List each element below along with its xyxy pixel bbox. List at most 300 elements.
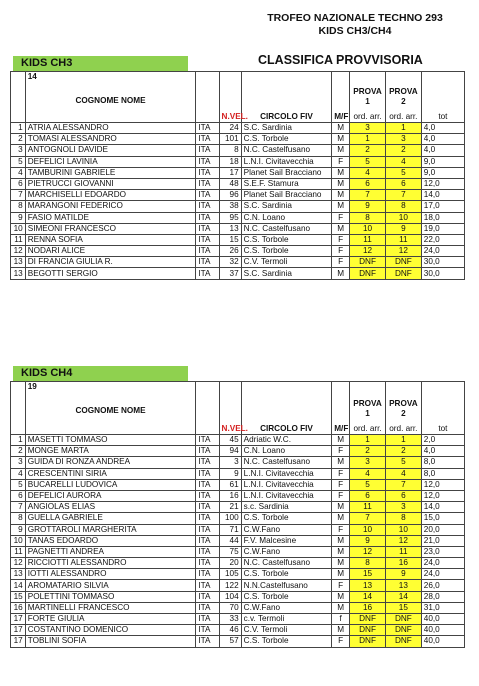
cell-total: 24,0 [421, 558, 464, 569]
cell-gender: M [332, 190, 350, 201]
results-table-ch4 [10, 381, 465, 648]
cell-gender: M [332, 502, 350, 513]
mf-header: M/F [332, 382, 350, 435]
cell-club: C.W.Fano [241, 524, 332, 535]
cell-club: L.N.I. Civitavecchia [241, 156, 332, 167]
cell-sail-number: 95 [219, 212, 241, 223]
cell-gender: M [332, 569, 350, 580]
cell-race-2: 8 [385, 201, 421, 212]
cell-race-2: 4 [385, 156, 421, 167]
cell-sail-number: 3 [219, 457, 241, 468]
cell-rank: 14 [11, 580, 26, 591]
cell-sail-number: 71 [219, 524, 241, 535]
cell-total: 8,0 [421, 457, 464, 468]
cell-sail-number: 20 [219, 558, 241, 569]
cell-total: 22,0 [421, 234, 464, 245]
cell-race-2: 12 [385, 535, 421, 546]
cell-rank: 7 [11, 502, 26, 513]
cell-total: 9,0 [421, 156, 464, 167]
cell-sail-number: 13 [219, 223, 241, 234]
cell-nation: ITA [196, 502, 219, 513]
cell-rank: 4 [11, 167, 26, 178]
cell-total: 4,0 [421, 123, 464, 134]
cell-nation: ITA [196, 513, 219, 524]
cell-sail-number: 38 [219, 201, 241, 212]
cell-race-1: 14 [350, 591, 386, 602]
table-row [11, 268, 465, 279]
cell-name: DEFELICI LAVINIA [25, 156, 196, 167]
cell-race-1: 12 [350, 246, 386, 257]
cell-name: DI FRANCIA GIULIA R. [25, 257, 196, 268]
cell-race-1: 3 [350, 123, 386, 134]
cell-race-2: 9 [385, 223, 421, 234]
cell-race-1: 13 [350, 580, 386, 591]
ord-arr-label: ord. arr. [389, 112, 418, 121]
cell-club: L.N.I. Civitavecchia [241, 490, 332, 501]
cell-rank: 7 [11, 190, 26, 201]
table-row [11, 234, 465, 245]
cell-rank: 1 [11, 435, 26, 446]
cell-name: MONGE MARTA [25, 446, 196, 457]
cell-rank: 4 [11, 468, 26, 479]
table-row [11, 201, 465, 212]
cell-race-1: 10 [350, 524, 386, 535]
cell-club: C.W.Fano [241, 546, 332, 557]
ord-arr-label: ord. arr. [353, 424, 382, 433]
cell-gender: F [332, 468, 350, 479]
cell-race-1: 9 [350, 201, 386, 212]
cell-sail-number: 57 [219, 636, 241, 647]
ord-arr-label: ord. arr. [389, 424, 418, 433]
cell-club: c.v. Termoli [241, 614, 332, 625]
cell-gender: F [332, 246, 350, 257]
cell-gender: F [332, 212, 350, 223]
cell-total: 30,0 [421, 268, 464, 279]
cell-nation: ITA [196, 268, 219, 279]
prova-label: PROVA [389, 87, 418, 96]
cell-name: MARCHISELLI EDOARDO [25, 190, 196, 201]
cell-name: SIMEONI FRANCESCO [25, 223, 196, 234]
cell-gender: M [332, 558, 350, 569]
cell-race-2: DNF [385, 625, 421, 636]
cell-total: 30,0 [421, 257, 464, 268]
cell-race-2: 1 [385, 435, 421, 446]
cell-name: RICCIOTTI ALESSANDRO [25, 558, 196, 569]
cell-gender: F [332, 490, 350, 501]
cell-name: ANGIOLAS ELIAS [25, 502, 196, 513]
cell-gender: M [332, 625, 350, 636]
cell-nation: ITA [196, 201, 219, 212]
cell-nation: ITA [196, 558, 219, 569]
cell-nation: ITA [196, 234, 219, 245]
table-row [11, 513, 465, 524]
cognome-header: COGNOME NOME [75, 96, 146, 105]
cell-gender: M [332, 178, 350, 189]
prova-number: 1 [365, 97, 370, 106]
cognome-header: COGNOME NOME [75, 406, 146, 415]
cell-gender: F [332, 479, 350, 490]
cell-name: FORTE GIULIA [25, 614, 196, 625]
cell-race-1: DNF [350, 614, 386, 625]
table-row [11, 535, 465, 546]
cell-rank: 17 [11, 625, 26, 636]
cell-nation: ITA [196, 212, 219, 223]
cell-sail-number: 16 [219, 490, 241, 501]
section-title-ch4: KIDS CH4 [13, 366, 188, 381]
table-row [11, 569, 465, 580]
cell-name: PAGNETTI ANDREA [25, 546, 196, 557]
cell-sail-number: 45 [219, 435, 241, 446]
cell-race-1: 11 [350, 234, 386, 245]
cell-nation: ITA [196, 145, 219, 156]
cell-race-2: 15 [385, 602, 421, 613]
cell-gender: F [332, 636, 350, 647]
table-row [11, 546, 465, 557]
cell-gender: M [332, 223, 350, 234]
cell-race-2: 2 [385, 145, 421, 156]
cell-club: N.C. Castelfusano [241, 223, 332, 234]
cell-name: PIETRUCCI GIOVANNI [25, 178, 196, 189]
cell-sail-number: 15 [219, 234, 241, 245]
table-row [11, 468, 465, 479]
cell-race-2: 11 [385, 234, 421, 245]
cell-sail-number: 46 [219, 625, 241, 636]
cell-name: ANTOGNOLI DAVIDE [25, 145, 196, 156]
cell-club: S.C. Sardinia [241, 268, 332, 279]
cell-total: 4,0 [421, 446, 464, 457]
cell-club: C.V. Termoli [241, 257, 332, 268]
cell-nation: ITA [196, 178, 219, 189]
cell-total: 14,0 [421, 502, 464, 513]
cell-rank: 9 [11, 212, 26, 223]
cell-race-1: 1 [350, 134, 386, 145]
cell-name: FASIO MATILDE [25, 212, 196, 223]
cell-total: 23,0 [421, 546, 464, 557]
table-row [11, 123, 465, 134]
classifica-label: CLASSIFICA PROVVISORIA [258, 53, 423, 67]
cell-sail-number: 24 [219, 123, 241, 134]
cell-club: L.N.I. Civitavecchia [241, 468, 332, 479]
table-row [11, 167, 465, 178]
cell-total: 4,0 [421, 145, 464, 156]
cell-rank: 8 [11, 201, 26, 212]
cell-race-2: 5 [385, 167, 421, 178]
cell-race-2: DNF [385, 268, 421, 279]
table-row [11, 502, 465, 513]
cell-club: F.V. Malcesine [241, 535, 332, 546]
cell-club: C.S. Torbole [241, 636, 332, 647]
cell-sail-number: 44 [219, 535, 241, 546]
nvel-header: N.VEL. [219, 72, 241, 123]
results-table-ch3 [10, 71, 465, 280]
cell-club: Adriatic W.C. [241, 435, 332, 446]
cell-total: 24,0 [421, 569, 464, 580]
cell-nation: ITA [196, 167, 219, 178]
table-row [11, 625, 465, 636]
mf-header: M/F [332, 72, 350, 123]
cell-rank: 8 [11, 513, 26, 524]
cell-name: AROMATARIO SILVIA [25, 580, 196, 591]
cell-race-1: 2 [350, 145, 386, 156]
cell-name: POLETTINI TOMMASO [25, 591, 196, 602]
cell-club: C.N. Loano [241, 212, 332, 223]
table-row [11, 636, 465, 647]
cell-race-1: 6 [350, 178, 386, 189]
cell-rank: 15 [11, 591, 26, 602]
cell-race-2: 7 [385, 190, 421, 201]
cell-nation: ITA [196, 591, 219, 602]
cell-race-1: 9 [350, 535, 386, 546]
cell-name: BUCARELLI LUDOVICA [25, 479, 196, 490]
cell-club: S.C. Sardinia [241, 201, 332, 212]
cell-rank: 11 [11, 546, 26, 557]
cell-gender: M [332, 546, 350, 557]
cell-total: 40,0 [421, 614, 464, 625]
ord-arr-label: ord. arr. [353, 112, 382, 121]
cell-nation: ITA [196, 457, 219, 468]
cell-name: GROTTAROLI MARGHERITA [25, 524, 196, 535]
table-row [11, 178, 465, 189]
cell-rank: 2 [11, 446, 26, 457]
cell-rank: 3 [11, 145, 26, 156]
cell-rank: 13 [11, 257, 26, 268]
cell-total: 18,0 [421, 212, 464, 223]
cell-race-1: 8 [350, 558, 386, 569]
cell-name: BEGOTTI SERGIO [25, 268, 196, 279]
header-blank [11, 72, 26, 123]
table-row [11, 257, 465, 268]
header-row [11, 72, 465, 123]
cell-race-1: 1 [350, 435, 386, 446]
cell-name: MARANGONI FEDERICO [25, 201, 196, 212]
cell-race-1: 4 [350, 468, 386, 479]
table-row [11, 580, 465, 591]
cell-nation: ITA [196, 246, 219, 257]
prova-label: PROVA [353, 399, 382, 408]
cell-race-2: DNF [385, 257, 421, 268]
table-row [11, 134, 465, 145]
cell-total: 4,0 [421, 134, 464, 145]
cell-race-1: DNF [350, 268, 386, 279]
cell-race-2: DNF [385, 636, 421, 647]
cell-sail-number: 122 [219, 580, 241, 591]
cell-nation: ITA [196, 636, 219, 647]
cell-gender: M [332, 145, 350, 156]
cell-gender: M [332, 591, 350, 602]
cell-sail-number: 94 [219, 446, 241, 457]
cell-club: C.S. Torbole [241, 513, 332, 524]
cell-race-2: 3 [385, 502, 421, 513]
cell-race-1: 3 [350, 457, 386, 468]
cell-race-1: 8 [350, 212, 386, 223]
cell-nation: ITA [196, 625, 219, 636]
cell-gender: F [332, 446, 350, 457]
cell-nation: ITA [196, 580, 219, 591]
cell-race-1: DNF [350, 625, 386, 636]
cell-rank: 2 [11, 134, 26, 145]
cell-sail-number: 17 [219, 167, 241, 178]
cell-rank: 6 [11, 490, 26, 501]
header-blank [11, 382, 26, 435]
cell-gender: M [332, 602, 350, 613]
table-row [11, 558, 465, 569]
cell-race-1: 7 [350, 190, 386, 201]
cell-race-1: DNF [350, 257, 386, 268]
cell-club: C.S. Torbole [241, 591, 332, 602]
cell-total: 40,0 [421, 625, 464, 636]
cell-race-1: 10 [350, 223, 386, 234]
cell-rank: 13 [11, 268, 26, 279]
cell-sail-number: 48 [219, 178, 241, 189]
table-row [11, 223, 465, 234]
cell-gender: F [332, 156, 350, 167]
cell-rank: 13 [11, 569, 26, 580]
cell-rank: 11 [11, 234, 26, 245]
table-row [11, 212, 465, 223]
cell-name: RENNA SOFIA [25, 234, 196, 245]
cell-name: COSTANTINO DOMENICO [25, 625, 196, 636]
cell-nation: ITA [196, 134, 219, 145]
cell-gender: F [332, 234, 350, 245]
cell-sail-number: 8 [219, 145, 241, 156]
cell-sail-number: 100 [219, 513, 241, 524]
cell-gender: M [332, 167, 350, 178]
cell-nation: ITA [196, 190, 219, 201]
table-row [11, 190, 465, 201]
cell-race-2: 9 [385, 569, 421, 580]
cell-gender: F [332, 524, 350, 535]
cell-gender: M [332, 134, 350, 145]
cell-race-2: 10 [385, 212, 421, 223]
cell-club: C.V. Termoli [241, 625, 332, 636]
cell-club: C.S. Torbole [241, 134, 332, 145]
cell-name: TOMASI ALESSANDRO [25, 134, 196, 145]
cell-nation: ITA [196, 223, 219, 234]
cell-race-2: 11 [385, 546, 421, 557]
cell-nation: ITA [196, 468, 219, 479]
table-row [11, 614, 465, 625]
cell-nation: ITA [196, 257, 219, 268]
circolo-header: CIRCOLO FIV [241, 72, 332, 123]
cell-name: GUIDA DI RONZA ANDREA [25, 457, 196, 468]
table-row [11, 156, 465, 167]
cell-nation: ITA [196, 614, 219, 625]
cell-sail-number: 70 [219, 602, 241, 613]
cell-nation: ITA [196, 435, 219, 446]
cell-total: 19,0 [421, 223, 464, 234]
cell-nation: ITA [196, 479, 219, 490]
cell-sail-number: 21 [219, 502, 241, 513]
cell-race-2: 13 [385, 580, 421, 591]
cell-race-2: 6 [385, 178, 421, 189]
cell-club: C.S. Torbole [241, 569, 332, 580]
cell-race-2: 12 [385, 246, 421, 257]
cell-race-2: 2 [385, 446, 421, 457]
cell-sail-number: 96 [219, 190, 241, 201]
cell-rank: 12 [11, 558, 26, 569]
nvel-header: N.VEL. [219, 382, 241, 435]
cell-race-1: 11 [350, 502, 386, 513]
cell-name: ATRIA ALESSANDRO [25, 123, 196, 134]
tot-header: tot [421, 382, 464, 435]
cell-club: N.C. Castelfusano [241, 457, 332, 468]
cell-gender: M [332, 457, 350, 468]
cell-race-1: 16 [350, 602, 386, 613]
cell-name: TOBLINI SOFIA [25, 636, 196, 647]
section-title-ch3: KIDS CH3 [13, 56, 188, 71]
cell-sail-number: 18 [219, 156, 241, 167]
cell-rank: 16 [11, 602, 26, 613]
cell-name: NODARI ALICE [25, 246, 196, 257]
cell-total: 21,0 [421, 535, 464, 546]
table-row [11, 446, 465, 457]
prova-label: PROVA [389, 399, 418, 408]
cell-name: GUELLA GABRIELE [25, 513, 196, 524]
cell-nation: ITA [196, 446, 219, 457]
cell-rank: 5 [11, 156, 26, 167]
cell-total: 14,0 [421, 190, 464, 201]
cell-club: C.W.Fano [241, 602, 332, 613]
table-row [11, 435, 465, 446]
cell-rank: 10 [11, 223, 26, 234]
cell-sail-number: 9 [219, 468, 241, 479]
entry-count: 14 [27, 72, 37, 81]
cell-race-1: 2 [350, 446, 386, 457]
cell-name: CRESCENTINI SIRIA [25, 468, 196, 479]
cell-total: 31,0 [421, 602, 464, 613]
cell-club: Planet Sail Bracciano [241, 190, 332, 201]
cell-total: 8,0 [421, 468, 464, 479]
cell-race-2: 7 [385, 479, 421, 490]
cell-total: 12,0 [421, 490, 464, 501]
cell-club: s.c. Sardinia [241, 502, 332, 513]
table-row [11, 246, 465, 257]
cell-total: 17,0 [421, 201, 464, 212]
cell-club: L.N.I. Civitavecchia [241, 479, 332, 490]
header-cognome [25, 72, 196, 123]
cell-nation: ITA [196, 535, 219, 546]
cell-race-1: 4 [350, 167, 386, 178]
cell-club: N.C. Castelfusano [241, 558, 332, 569]
table-row [11, 524, 465, 535]
cell-nation: ITA [196, 569, 219, 580]
cell-total: 20,0 [421, 524, 464, 535]
cell-race-2: 1 [385, 123, 421, 134]
prova-label: PROVA [353, 87, 382, 96]
cell-race-1: 5 [350, 479, 386, 490]
cell-race-1: DNF [350, 636, 386, 647]
cell-rank: 17 [11, 614, 26, 625]
table-row [11, 479, 465, 490]
document-title: TROFEO NAZIONALE TECHNO 293 [267, 12, 443, 24]
cell-gender: F [332, 257, 350, 268]
cell-rank: 5 [11, 479, 26, 490]
cell-total: 9,0 [421, 167, 464, 178]
prova-number: 1 [365, 409, 370, 418]
cell-club: Planet Sail Bracciano [241, 167, 332, 178]
cell-race-1: 15 [350, 569, 386, 580]
cell-race-2: DNF [385, 614, 421, 625]
cell-nation: ITA [196, 123, 219, 134]
table-row [11, 490, 465, 501]
header-nat [196, 382, 219, 435]
cell-rank: 12 [11, 246, 26, 257]
cell-total: 15,0 [421, 513, 464, 524]
cell-sail-number: 101 [219, 134, 241, 145]
cell-race-2: 8 [385, 513, 421, 524]
cell-name: DEFELICI AURORA [25, 490, 196, 501]
cell-race-1: 12 [350, 546, 386, 557]
